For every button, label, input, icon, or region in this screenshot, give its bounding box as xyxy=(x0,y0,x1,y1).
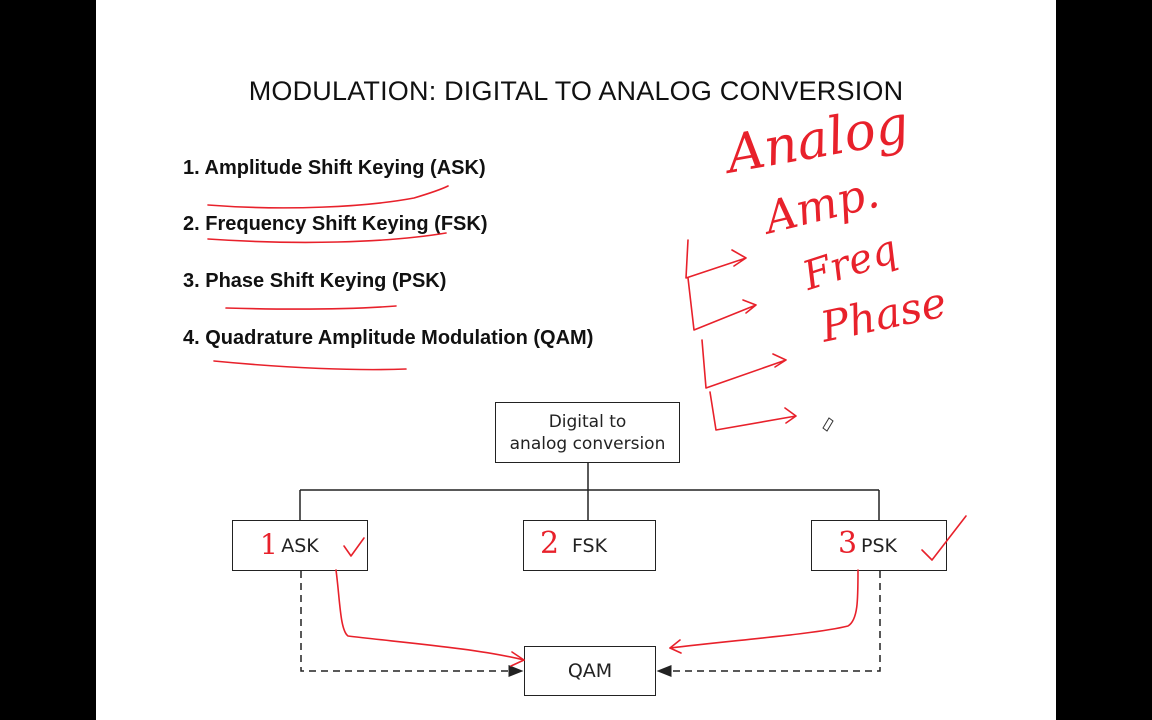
slide xyxy=(96,0,1056,720)
ink-annotations xyxy=(96,0,1056,720)
list-item-psk: 3. Phase Shift Keying (PSK) xyxy=(183,270,447,292)
arrow-amp-icon xyxy=(686,240,746,278)
handwritten-num-fsk: 2 xyxy=(540,526,560,561)
list-item-qam: 4. Quadrature Amplitude Modulation (QAM) xyxy=(183,327,594,349)
check-psk-icon xyxy=(922,516,966,560)
list-item-ask: 1. Amplitude Shift Keying (ASK) xyxy=(183,157,486,179)
root-label-line1: Digital to xyxy=(548,411,627,432)
underline-fsk xyxy=(208,233,446,242)
arrow-freq-icon xyxy=(688,278,756,330)
list-item-fsk: 2. Frequency Shift Keying (FSK) xyxy=(183,213,488,235)
handwritten-amp: Amp. xyxy=(759,166,885,245)
handwritten-freq: Freq xyxy=(797,226,903,300)
handwritten-num-ask: 1 xyxy=(260,528,278,561)
ask-to-qam-ink-arrow xyxy=(336,570,524,660)
handwritten-analog: Analog xyxy=(722,94,914,186)
root-label-line2: analog conversion xyxy=(509,433,666,454)
psk-to-qam-ink-arrow xyxy=(670,570,858,648)
qam-label: QAM xyxy=(567,660,613,682)
slide-title: MODULATION: DIGITAL TO ANALOG CONVERSION xyxy=(248,76,904,106)
underline-ask xyxy=(208,186,448,208)
fsk-label: FSK xyxy=(571,534,608,557)
check-ask-icon xyxy=(344,538,364,556)
ask-label: ASK xyxy=(281,534,319,557)
psk-label: PSK xyxy=(861,534,897,557)
underline-qam xyxy=(214,361,406,370)
handwritten-num-psk: 3 xyxy=(838,526,858,561)
arrow-phase-icon xyxy=(702,340,786,388)
arrow-fourth-icon xyxy=(710,392,796,430)
pen-cursor-icon xyxy=(823,418,833,431)
underline-psk xyxy=(226,306,396,309)
handwritten-phase: Phase xyxy=(816,277,951,352)
